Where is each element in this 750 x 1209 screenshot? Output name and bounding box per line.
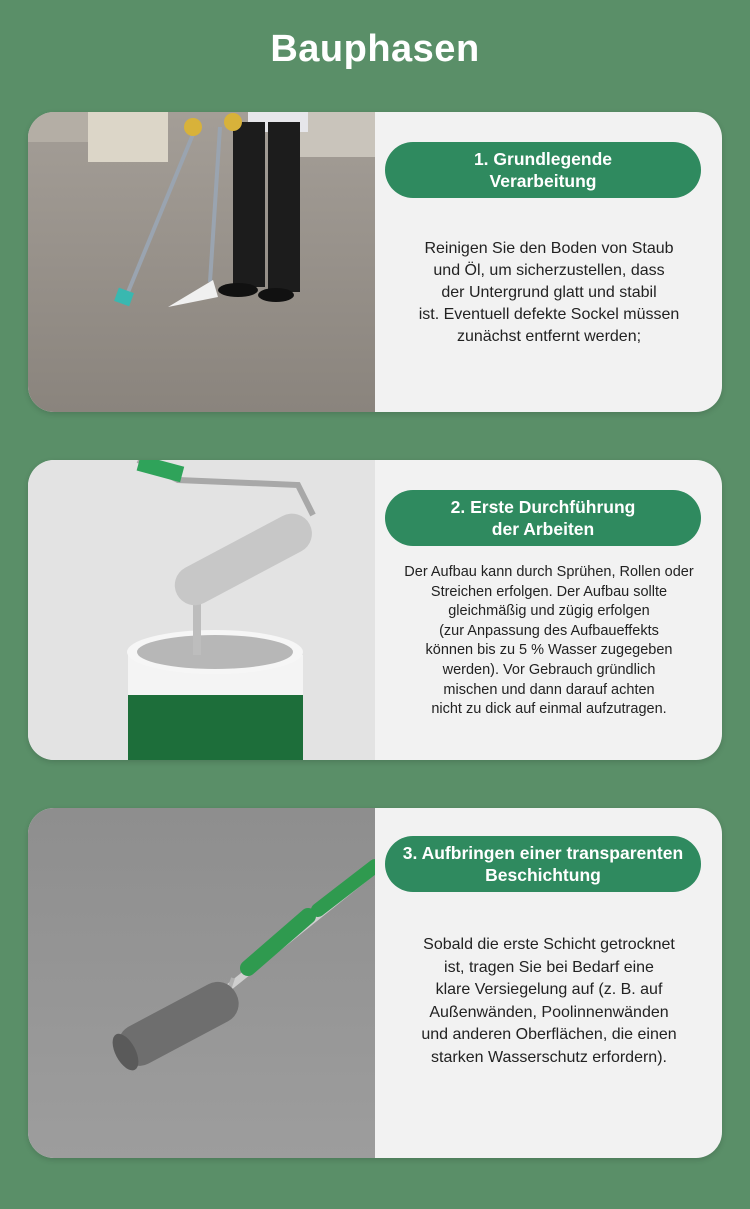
floor-sweeping-photo [28, 112, 375, 412]
step-description-2: Der Aufbau kann durch Sprühen, Rollen oder Streichen erfolgen. Der Aufbau sollte gleichmäßig und zügig erfolgen (zur Anpassung des Aufbaueffekts können bis zu 5 % Wasser zugegeben werden). Vor Gebrauch gründlich mischen und dann darauf achten nicht zu dick auf einmal aufzutragen. [404, 564, 694, 718]
step-card-3 [28, 808, 722, 1158]
step-text-1 [375, 112, 722, 412]
step-description-1: Reinigen Sie den Boden von Staub und Öl, um sicherzustellen, dass der Untergrund glatt und stabil ist. Eventuell defekte Sockel müssen zunächst entfernt werden; [418, 240, 680, 345]
step-card-1 [28, 112, 722, 412]
step-title-2: 2. Erste Durchführung der Arbeiten [385, 490, 701, 546]
step-title-3: 3. Aufbringen einer transparenten Beschichtung [385, 836, 701, 892]
roller-coating-floor-photo [28, 808, 375, 1158]
page-title: Bauphasen [270, 28, 480, 70]
paint-bucket-roller-photo [28, 460, 375, 760]
step-text-3 [375, 808, 722, 1158]
step-description-3: Sobald die erste Schicht getrocknet ist, tragen Sie bei Bedarf eine klare Versiegelung auf (z. B. auf Außenwänden, Poolinnenwänden und anderen Oberflächen, die einen starken Wasserschutz erfordern). [421, 936, 677, 1066]
step-card-2 [28, 460, 722, 760]
step-title-1: 1. Grundlegende Verarbeitung [385, 142, 701, 198]
step-text-2 [375, 460, 722, 760]
